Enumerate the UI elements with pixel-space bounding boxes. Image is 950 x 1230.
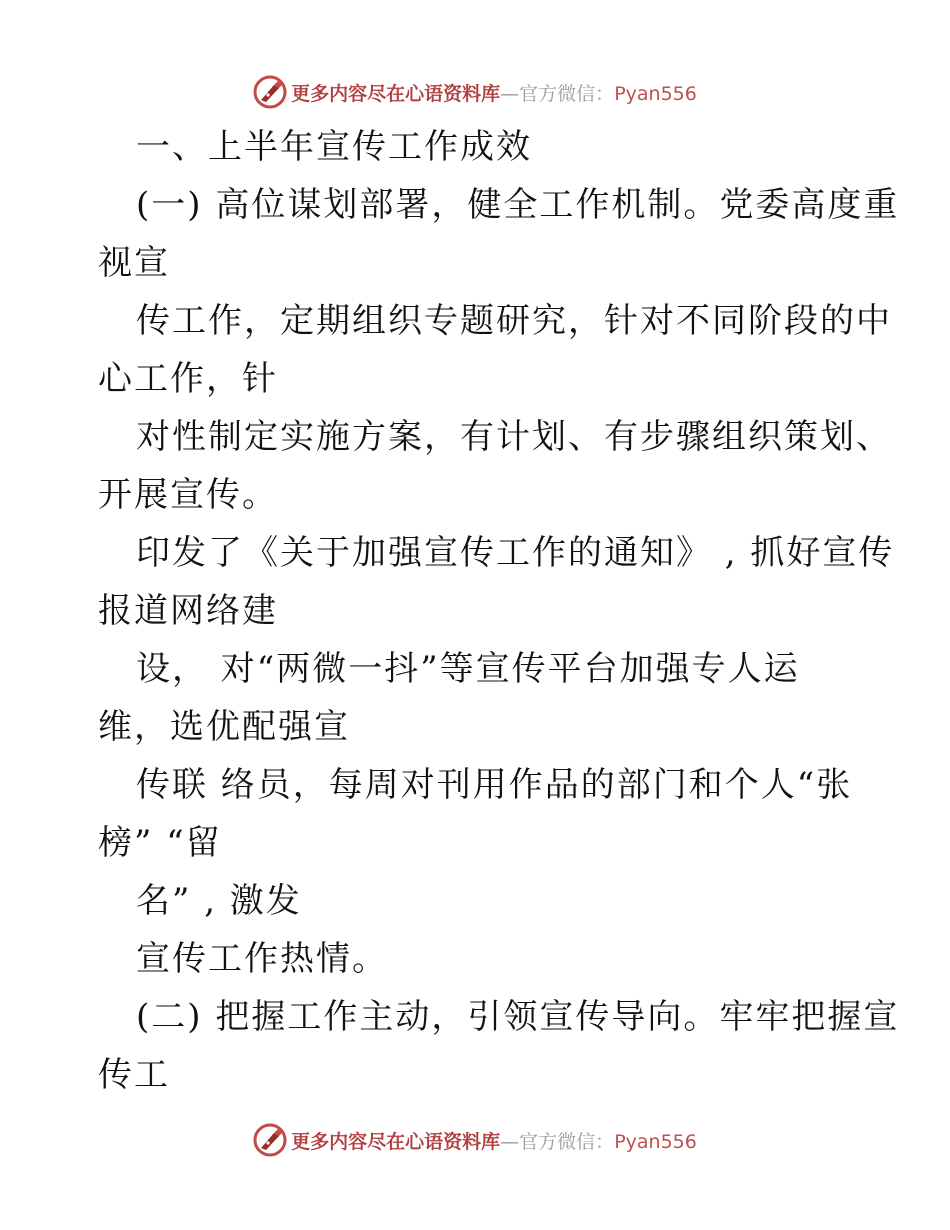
paragraph-line: 视宣 xyxy=(98,243,170,283)
paragraph-line: 设， 对“两微一抖”等宣传平台加强专人运 xyxy=(136,649,800,689)
watermark-header xyxy=(0,72,950,112)
paragraph-line: 开展宣传。 xyxy=(98,475,278,515)
watermark-text: 更多内容尽在心语资料库—官方微信：Pyan556 xyxy=(291,1130,697,1153)
paragraph-line: (一) 高位谋划部署，健全工作机制。党委高度重 xyxy=(136,185,900,225)
pen-nib-logo-icon xyxy=(253,75,287,109)
paragraph-line: 宣传工作热情。 xyxy=(136,939,388,979)
paragraph-line: 传工 xyxy=(98,1055,170,1095)
paragraph-line: 心工作，针 xyxy=(98,359,278,399)
paragraph-line: 对性制定实施方案，有计划、有步骤组织策划、 xyxy=(136,417,892,457)
paragraph-line: 传工作，定期组织专题研究，针对不同阶段的中 xyxy=(136,301,892,341)
paragraph-line: 维，选优配强宣 xyxy=(98,707,350,747)
section-heading: 一、上半年宣传工作成效 xyxy=(136,127,532,167)
paragraph-line: 传联 络员，每周对刊用作品的部门和个人“张 xyxy=(136,765,853,805)
paragraph-line: (二) 把握工作主动，引领宣传导向。牢牢把握宣 xyxy=(136,997,900,1037)
watermark-text: 更多内容尽在心语资料库—官方微信：Pyan556 xyxy=(291,82,697,105)
paragraph-line: 印发了《关于加强宣传工作的通知》 , 抓好宣传 xyxy=(136,533,895,573)
paragraph-line: 报道网络建 xyxy=(98,591,278,631)
document-body xyxy=(98,118,900,1104)
pen-nib-logo-icon xyxy=(253,1123,287,1157)
paragraph-line: 榜” “留 xyxy=(98,823,222,863)
watermark-footer xyxy=(0,1120,950,1160)
paragraph-line: 名” , 激发 xyxy=(136,881,302,921)
